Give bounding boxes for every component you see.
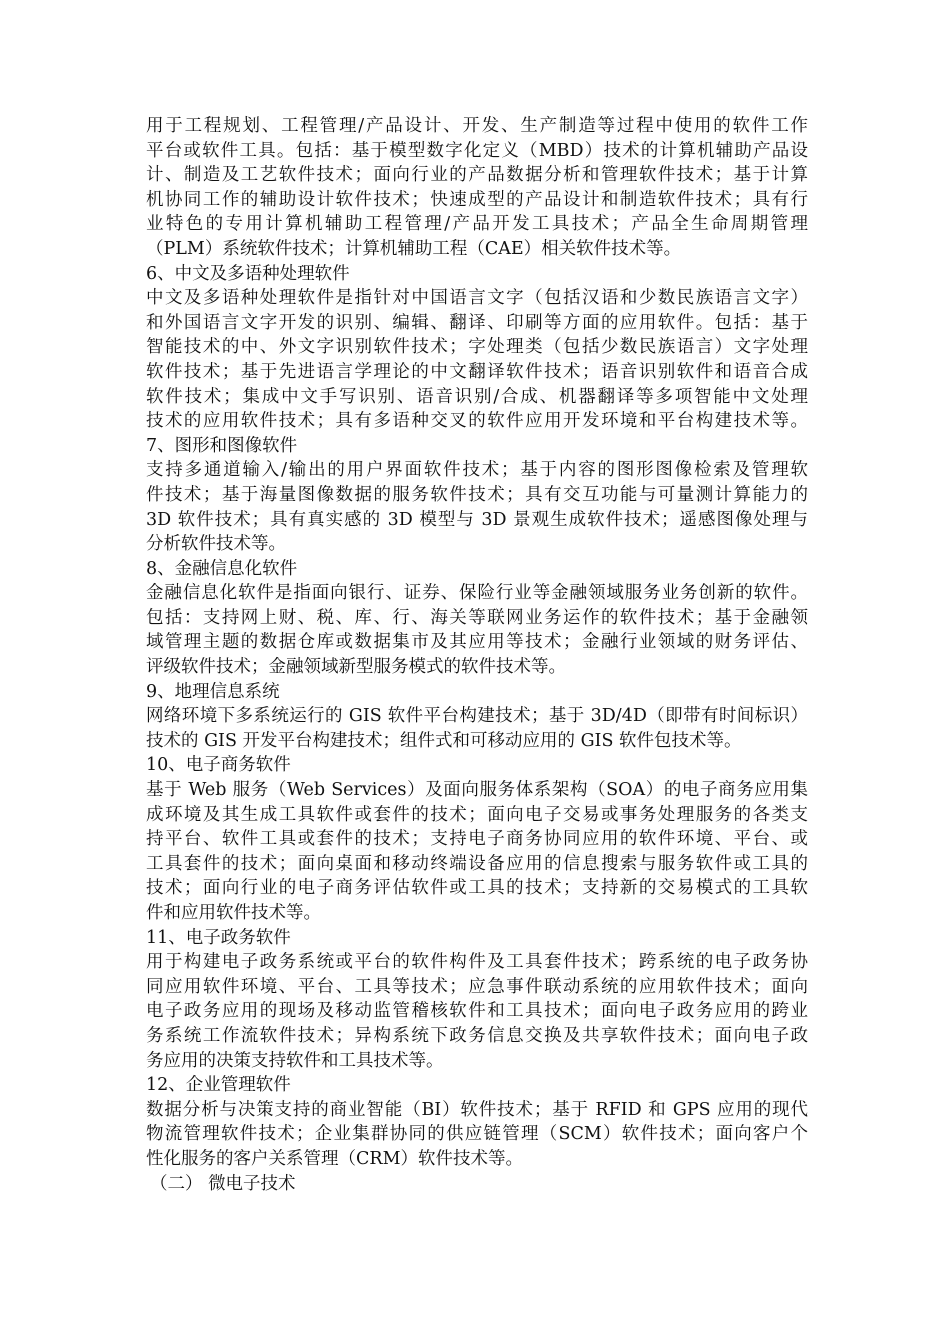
paragraph-line: 支持多通道输入/输出的用户界面软件技术；基于内容的图形图像检索及管理软 (146, 460, 808, 481)
paragraph-line: 计、制造及工艺软件技术；面向行业的产品数据分析和管理软件技术；基于计算 (146, 165, 808, 186)
paragraph-line: 电子政务应用的现场及移动监管稽核软件和工具技术；面向电子政务应用的跨业 (146, 1001, 808, 1022)
paragraph-line: 持平台、软件工具或套件的技术；支持电子商务协同应用的软件环境、平台、或 (146, 829, 808, 850)
section-paragraph-12 (146, 1098, 808, 1172)
paragraph-line: 技术的应用软件技术；具有多语种交叉的软件应用开发环境和平台构建技术等。 (146, 411, 808, 432)
section-heading-12: 12、企业管理软件 (146, 1075, 291, 1096)
section-paragraph-7 (146, 458, 808, 556)
section-heading-10: 10、电子商务软件 (146, 755, 291, 776)
section-heading-11: 11、电子政务软件 (146, 927, 291, 948)
paragraph-line: 分析软件技术等。 (146, 534, 286, 555)
paragraph-line: 数据分析与决策支持的商业智能（BI）软件技术；基于 RFID 和 GPS 应用的现代 (146, 1099, 808, 1120)
document-page (146, 114, 808, 1196)
paragraph-line: 件技术；基于海量图像数据的服务软件技术；具有交互功能与可量测计算能力的 (146, 484, 808, 505)
section-heading-6: 6、中文及多语种处理软件 (146, 263, 350, 284)
intro-paragraph (146, 114, 808, 262)
paragraph-line: 技术的 GIS 开发平台构建技术；组件式和可移动应用的 GIS 软件包技术等。 (146, 730, 742, 751)
paragraph-line: 基于 Web 服务（Web Services）及面向服务体系架构（SOA）的电子商务应用集 (146, 780, 808, 801)
part-heading-microelectronics: （二） 微电子技术 (150, 1173, 296, 1194)
paragraph-line: （PLM）系统软件技术；计算机辅助工程（CAE）相关软件技术等。 (146, 238, 682, 259)
paragraph-line: 软件技术；基于先进语言学理论的中文翻译软件技术；语音识别软件和语音合成 (146, 361, 808, 382)
paragraph-line: 物流管理软件技术；企业集群协同的供应链管理（SCM）软件技术；面向客户个 (146, 1124, 808, 1145)
paragraph-line: 技术；面向行业的电子商务评估软件或工具的技术；支持新的交易模式的工具软 (146, 878, 808, 899)
paragraph-line: 评级软件技术；金融领域新型服务模式的软件技术等。 (146, 657, 566, 678)
section-heading-9: 9、地理信息系统 (146, 681, 280, 702)
paragraph-line: 金融信息化软件是指面向银行、证券、保险行业等金融领域服务业务创新的软件。 (146, 583, 808, 604)
paragraph-line: 机协同工作的辅助设计软件技术；快速成型的产品设计和制造软件技术；具有行 (146, 189, 808, 210)
paragraph-line: 业特色的专用计算机辅助工程管理/产品开发工具技术；产品全生命周期管理 (146, 214, 808, 235)
paragraph-line: 3D 软件技术；具有真实感的 3D 模型与 3D 景观生成软件技术；遥感图像处理与 (146, 509, 808, 530)
paragraph-line: 工具套件的技术；面向桌面和移动终端设备应用的信息搜索与服务软件或工具的 (146, 853, 808, 874)
paragraph-line: 中文及多语种处理软件是指针对中国语言文字（包括汉语和少数民族语言文字） (146, 288, 808, 309)
paragraph-line: 包括：支持网上财、税、库、行、海关等联网业务运作的软件技术；基于金融领 (146, 607, 808, 628)
paragraph-line: 务系统工作流软件技术；异构系统下政务信息交换及共享软件技术；面向电子政 (146, 1025, 808, 1046)
paragraph-line: 智能技术的中、外文字识别软件技术；字处理类（包括少数民族语言）文字处理 (146, 337, 808, 358)
paragraph-line: 软件技术；集成中文手写识别、语音识别/合成、机器翻译等多项智能中文处理 (146, 386, 808, 407)
paragraph-line: 平台或软件工具。包括：基于模型数字化定义（MBD）技术的计算机辅助产品设 (146, 140, 808, 161)
section-heading-8: 8、金融信息化软件 (146, 558, 298, 579)
paragraph-line: 域管理主题的数据仓库或数据集市及其应用等技术；金融行业领域的财务评估、 (146, 632, 808, 653)
paragraph-line: 用于构建电子政务系统或平台的软件构件及工具套件技术；跨系统的电子政务协 (146, 952, 808, 973)
section-paragraph-6 (146, 286, 808, 434)
paragraph-line: 件和应用软件技术等。 (146, 903, 321, 923)
section-paragraph-10 (146, 778, 808, 926)
section-paragraph-8 (146, 581, 808, 679)
paragraph-line: 网络环境下多系统运行的 GIS 软件平台构建技术；基于 3D/4D（即带有时间标识） (146, 706, 808, 727)
paragraph-line: 和外国语言文字开发的识别、编辑、翻译、印刷等方面的应用软件。包括：基于 (146, 312, 808, 333)
section-paragraph-11 (146, 950, 808, 1073)
section-heading-7: 7、图形和图像软件 (146, 435, 298, 456)
paragraph-line: 务应用的决策支持软件和工具技术等。 (146, 1050, 444, 1071)
paragraph-line: 同应用软件环境、平台、工具等技术；应急事件联动系统的应用软件技术；面向 (146, 976, 808, 997)
paragraph-line: 性化服务的客户关系管理（CRM）软件技术等。 (146, 1148, 523, 1169)
section-paragraph-9 (146, 704, 808, 753)
paragraph-line: 用于工程规划、工程管理/产品设计、开发、生产制造等过程中使用的软件工作 (146, 116, 808, 136)
paragraph-line: 成环境及其生成工具软件或套件的技术；面向电子交易或事务处理服务的各类支 (146, 804, 808, 825)
